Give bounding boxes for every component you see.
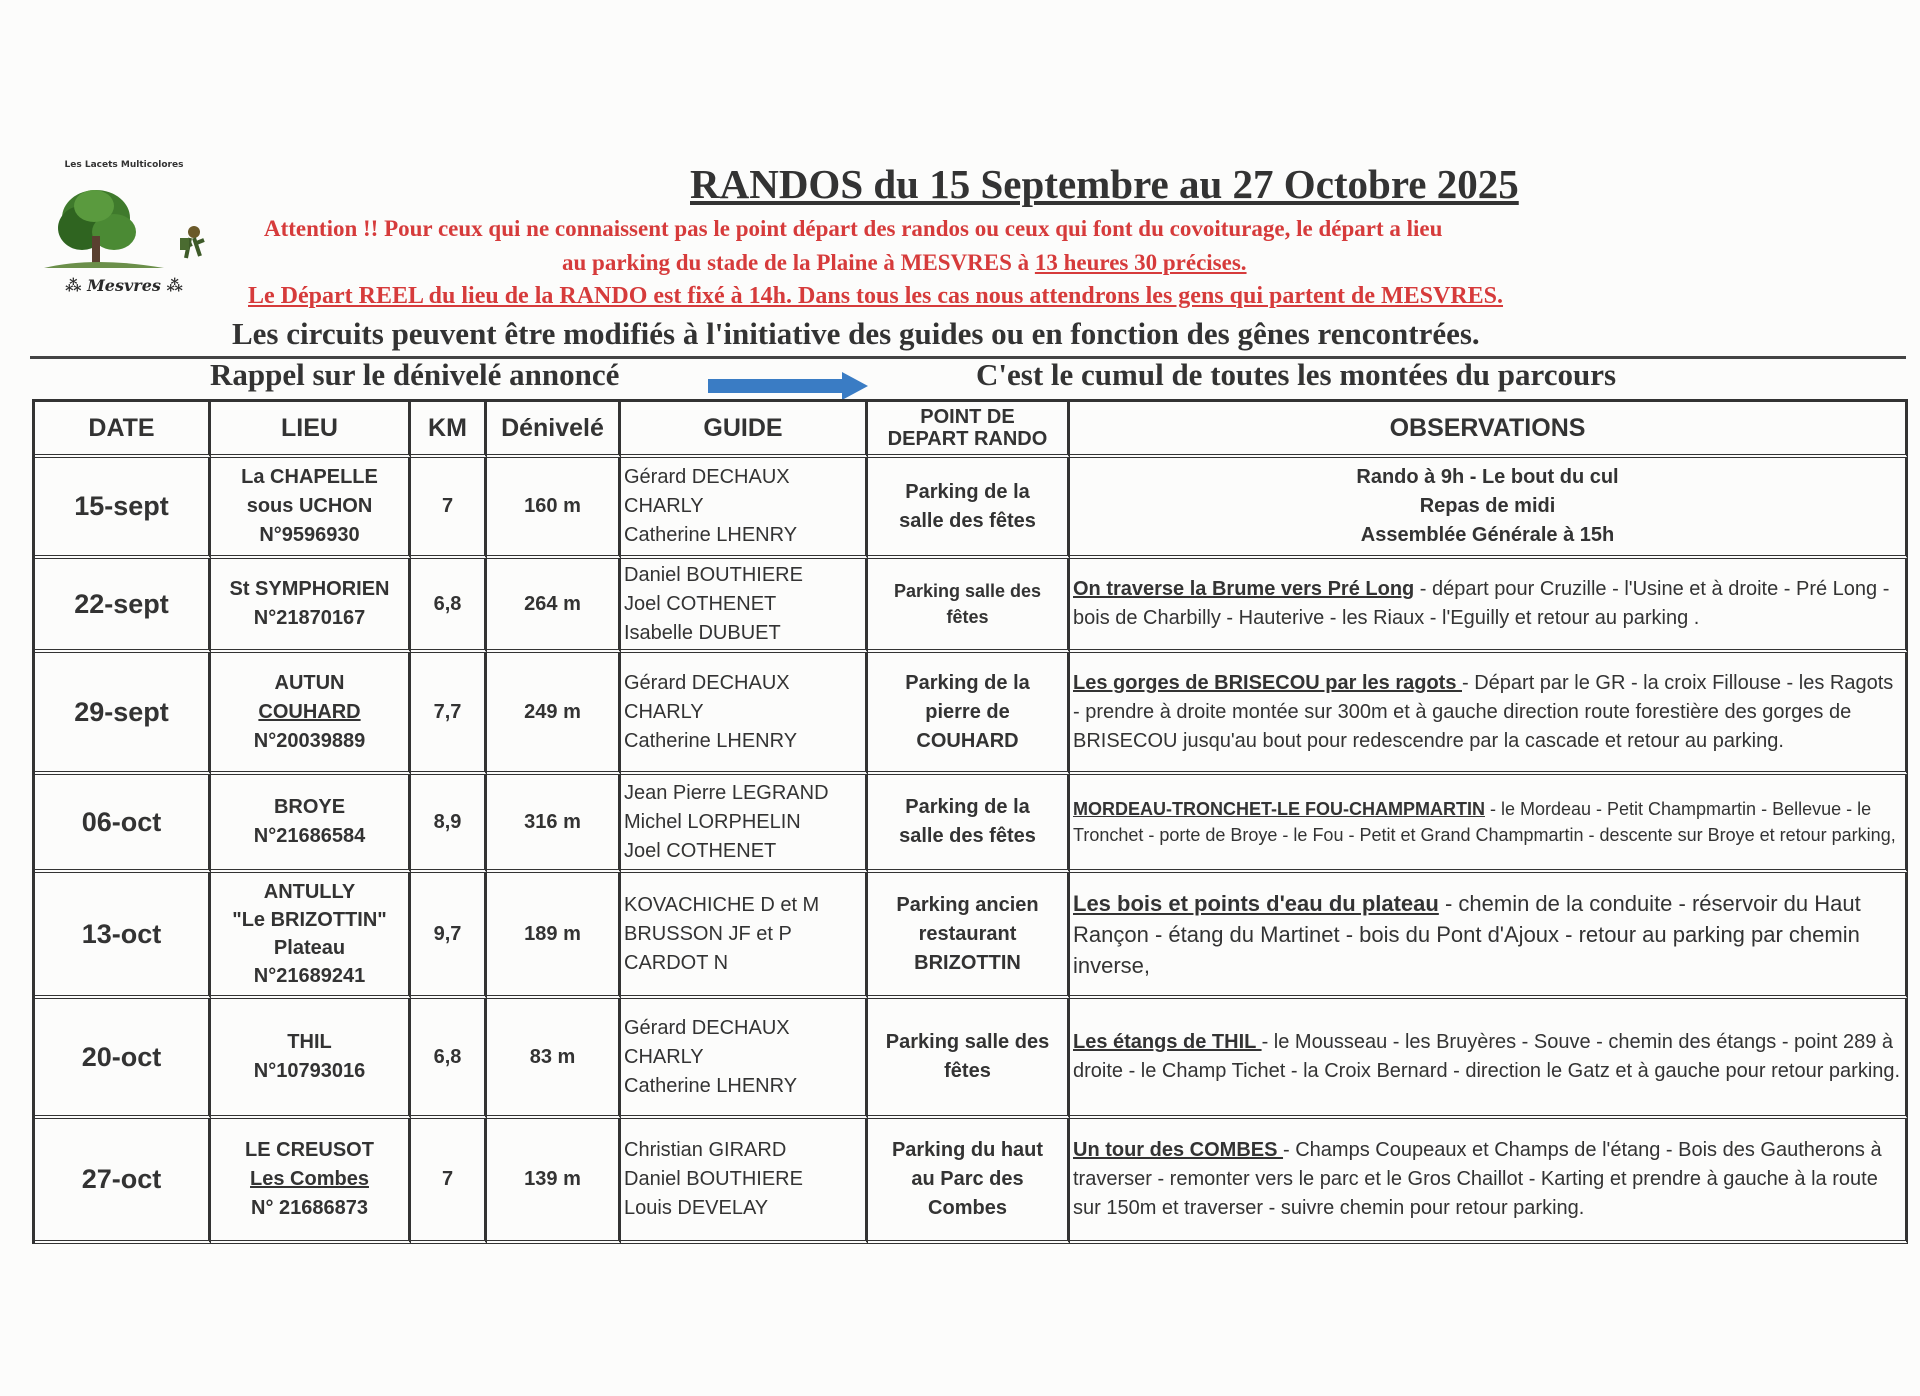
cell-date: 15-sept xyxy=(35,458,211,559)
circuits-note: Les circuits peuvent être modifiés à l'initiative des guides ou en fonction des gênes rencontrées. xyxy=(232,316,1480,351)
cell-observations: Les bois et points d'eau du plateau - chemin de la conduite - réservoir du Haut Rançon - étang du Martinet - bois du Pont d'Ajoux - retour au parking par chemin inverse, xyxy=(1070,873,1908,999)
cell-date: 13-oct xyxy=(35,873,211,999)
cell-km: 8,9 xyxy=(411,775,487,873)
cell-observations: Un tour des COMBES - Champs Coupeaux et Champs de l'étang - Bois des Gautherons à traverser - remonter vers le parc et le Gros Chaillot - Karting et prendre à gauche à la route sur 150m et traverser - suivre chemin pour retour parking. xyxy=(1070,1119,1908,1244)
cell-km: 6,8 xyxy=(411,559,487,653)
table-row xyxy=(35,999,1908,1119)
cell-guides: KOVACHICHE D et M BRUSSON JF et P CARDOT N xyxy=(621,873,868,999)
cell-denivele: 249 m xyxy=(487,653,621,775)
cell-lieu: LE CREUSOT Les Combes N° 21686873 xyxy=(211,1119,411,1244)
cell-km: 7,7 xyxy=(411,653,487,775)
rappel-right: C'est le cumul de toutes les montées du parcours xyxy=(976,357,1617,392)
cell-km: 7 xyxy=(411,1119,487,1244)
cell-point-depart: Parking du haut au Parc des Combes xyxy=(868,1119,1070,1244)
rappel-left: Rappel sur le dénivelé annoncé xyxy=(210,357,620,392)
header-km: KM xyxy=(411,402,487,458)
cell-observations: Les étangs de THIL - le Mousseau - les Bruyères - Souve - chemin des étangs - point 289 à droite - le Champ Tichet - la Croix Bernard - direction le Gatz et à gauche pour retour parking. xyxy=(1070,999,1908,1119)
cell-denivele: 264 m xyxy=(487,559,621,653)
cell-lieu: THIL N°10793016 xyxy=(211,999,411,1119)
cell-denivele: 160 m xyxy=(487,458,621,559)
cell-guides: Daniel BOUTHIERE Joel COTHENET Isabelle DUBUET xyxy=(621,559,868,653)
cell-guides: Gérard DECHAUX CHARLY Catherine LHENRY xyxy=(621,458,868,559)
cell-lieu: St SYMPHORIEN N°21870167 xyxy=(211,559,411,653)
hike-schedule-table xyxy=(32,399,1908,1244)
cell-denivele: 139 m xyxy=(487,1119,621,1244)
cell-observations: Rando à 9h - Le bout du cul Repas de midi Assemblée Générale à 15h xyxy=(1070,458,1908,559)
header-guide: GUIDE xyxy=(621,402,868,458)
cell-km: 9,7 xyxy=(411,873,487,999)
cell-lieu: La CHAPELLE sous UCHON N°9596930 xyxy=(211,458,411,559)
cell-km: 7 xyxy=(411,458,487,559)
header-date: DATE xyxy=(35,402,211,458)
cell-point-depart: Parking salle des fêtes xyxy=(868,999,1070,1119)
header-point-depart: POINT DE DEPART RANDO xyxy=(868,402,1070,458)
cell-observations: On traverse la Brume vers Pré Long - départ pour Cruzille - l'Usine et à droite - Pré Long - bois de Charbilly - Hauterive - les Riaux - l'Eguilly et retour au parking . xyxy=(1070,559,1908,653)
header-lieu: LIEU xyxy=(211,402,411,458)
logo-bottom-text: ⁂ Mesvres ⁂ xyxy=(65,276,183,295)
cell-date: 06-oct xyxy=(35,775,211,873)
cell-point-depart: Parking de la pierre de COUHARD xyxy=(868,653,1070,775)
cell-guides: Jean Pierre LEGRAND Michel LORPHELIN Joel COTHENET xyxy=(621,775,868,873)
cell-date: 20-oct xyxy=(35,999,211,1119)
club-logo xyxy=(34,160,214,300)
cell-lieu: ANTULLY "Le BRIZOTTIN" Plateau N°21689241 xyxy=(211,873,411,999)
page-title: RANDOS du 15 Septembre au 27 Octobre 2025 xyxy=(690,161,1519,207)
cell-guides: Gérard DECHAUX CHARLY Catherine LHENRY xyxy=(621,653,868,775)
attention-line-2: au parking du stade de la Plaine à MESVRES à 13 heures 30 précises. xyxy=(562,250,1247,275)
cell-observations: MORDEAU-TRONCHET-LE FOU-CHAMPMARTIN - le Mordeau - Petit Champmartin - Bellevue - le Tronchet - porte de Broye - le Fou - Petit et Grand Champmartin - descente sur Broye et retour parking, xyxy=(1070,775,1908,873)
table-header-row xyxy=(35,402,1908,458)
header-observations: OBSERVATIONS xyxy=(1070,402,1908,458)
table-row xyxy=(35,1119,1908,1244)
header-denivele: Dénivelé xyxy=(487,402,621,458)
cell-denivele: 316 m xyxy=(487,775,621,873)
cell-date: 22-sept xyxy=(35,559,211,653)
cell-point-depart: Parking salle des fêtes xyxy=(868,559,1070,653)
table-row xyxy=(35,775,1908,873)
cell-lieu: AUTUN COUHARD N°20039889 xyxy=(211,653,411,775)
tree-hiker-icon xyxy=(34,176,214,276)
cell-point-depart: Parking ancien restaurant BRIZOTTIN xyxy=(868,873,1070,999)
attention-line-3: Le Départ REEL du lieu de la RANDO est fixé à 14h. Dans tous les cas nous attendrons les gens qui partent de MESVRES. xyxy=(248,283,1504,309)
cell-km: 6,8 xyxy=(411,999,487,1119)
cell-date: 27-oct xyxy=(35,1119,211,1244)
cell-denivele: 189 m xyxy=(487,873,621,999)
attention-line-1: Attention !! Pour ceux qui ne connaissent pas le point départ des randos ou ceux qui font du covoiturage, le départ a lieu xyxy=(264,216,1443,241)
right-arrow-icon xyxy=(708,372,868,400)
cell-guides: Gérard DECHAUX CHARLY Catherine LHENRY xyxy=(621,999,868,1119)
cell-denivele: 83 m xyxy=(487,999,621,1119)
cell-point-depart: Parking de la salle des fêtes xyxy=(868,458,1070,559)
table-row xyxy=(35,559,1908,653)
logo-top-text: Les Lacets Multicolores xyxy=(64,160,184,170)
cell-date: 29-sept xyxy=(35,653,211,775)
table-row xyxy=(35,458,1908,559)
table-row xyxy=(35,653,1908,775)
table-row xyxy=(35,873,1908,999)
cell-guides: Christian GIRARD Daniel BOUTHIERE Louis DEVELAY xyxy=(621,1119,868,1244)
cell-observations: Les gorges de BRISECOU par les ragots - Départ par le GR - la croix Fillouse - les Ragots - prendre à droite montée sur 300m et à gauche direction route forestière des gorges de BRISECOU jusqu'au bout pour redescendre par la cascade et retour au parking. xyxy=(1070,653,1908,775)
cell-lieu: BROYE N°21686584 xyxy=(211,775,411,873)
cell-point-depart: Parking de la salle des fêtes xyxy=(868,775,1070,873)
